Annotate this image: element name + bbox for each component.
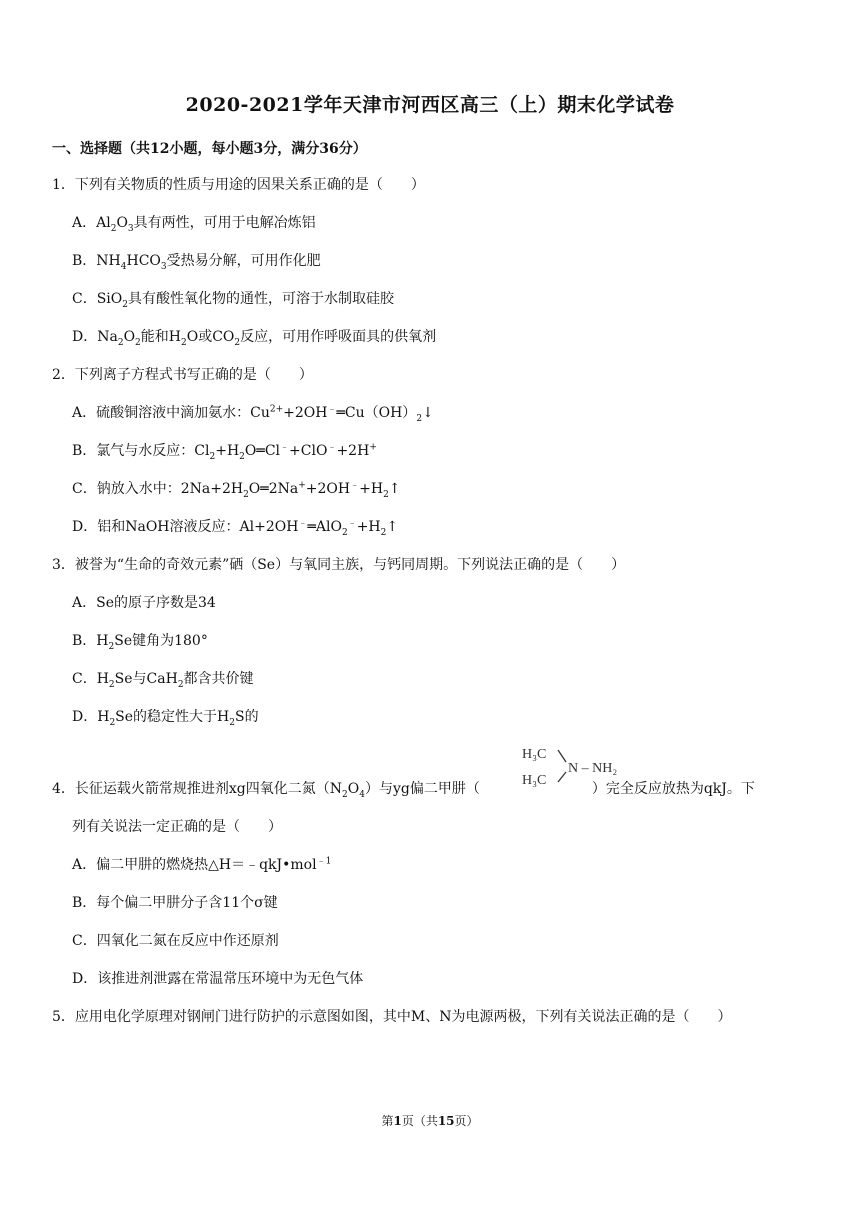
amine-group: N – NH₂ xyxy=(568,761,618,776)
question-1-option-d: D．$Na_2O_2$能和$H_2O$或$CO_2$反应，可用作呼吸面具的供氧剂 xyxy=(72,329,437,348)
question-5-stem: 5．应用电化学原理对钢闸门进行防护的示意图如图，其中M、N为电源两极，下列有关说法正确的是（ ） xyxy=(52,1009,732,1025)
page-title: 2020-2021学年天津市河西区高三（上）期末化学试卷 xyxy=(185,94,675,116)
question-2-option-b: B．氯气与水反应：$Cl_2+H_2O═Cl^﹣+ClO^﹣+2H^+$ xyxy=(72,442,377,462)
question-4-stem: 4．长征运载火箭常规推进剂xg四氧化二氮$(N_2O_4)$与yg偏二甲肼（ ）完全反应放热为qkJ。下 xyxy=(52,781,755,800)
question-3-option-a: A．Se的原子序数是34 xyxy=(72,595,216,611)
question-4-option-c: C．四氧化二氮在反应中作还原剂 xyxy=(72,933,279,949)
question-2-option-a: A．硫酸铜溶液中滴加氨水：$Cu^{2+}+2OH^﹣═Cu(OH)_2↓$ xyxy=(72,404,434,424)
question-3-stem: 3．被誉为“生命的奇效元素”硒（Se）与氧同主族，与钙同周期。下列说法正确的是（ ） xyxy=(52,557,626,573)
methyl-group-2: H₃C xyxy=(522,773,547,788)
question-2-stem: 2．下列离子方程式书写正确的是（ ） xyxy=(52,367,313,383)
question-1-option-a: A．$Al_2O_3$具有两性，可用于电解冶炼铝 xyxy=(72,215,316,234)
methyl-group-1: H₃C xyxy=(522,747,547,762)
question-2-option-c: C．钠放入水中：$2Na+2H_2O═2Na^++2OH^﹣+H_2↑$ xyxy=(72,480,401,500)
question-3-option-c: C．$H_2Se$与CaH$_2$都含共价键 xyxy=(72,671,254,690)
question-4-stem-cont: 列有关说法一定正确的是（ ） xyxy=(72,819,282,835)
question-1-stem: 1．下列有关物质的性质与用途的因果关系正确的是（ ） xyxy=(52,177,425,193)
question-3-option-b: B．$H_2Se$键角为180° xyxy=(72,633,208,652)
question-1-option-c: C．SiO$_2$具有酸性氧化物的通性，可溶于水制取硅胶 xyxy=(72,291,394,310)
question-4-option-a: A．偏二甲肼的燃烧热△H＝﹣qkJ•mol$^{﹣1}$ xyxy=(72,856,332,873)
question-4-option-b: B．每个偏二甲肼分子含11个σ键 xyxy=(72,895,278,911)
question-4-option-d: D．该推进剂泄露在常温常压环境中为无色气体 xyxy=(72,971,364,987)
section-heading: 一、选择题（共12小题，每小题3分，满分36分） xyxy=(52,141,367,157)
question-1-option-b: B．$NH_4HCO_3$受热易分解，可用作化肥 xyxy=(72,253,321,272)
bond-upper xyxy=(558,750,566,762)
question-3-option-d: D．$H_2Se$的稳定性大于$H_2S$的 xyxy=(72,709,259,728)
question-2-option-d: D．铝和NaOH溶液反应：$Al+2OH^﹣═AlO_2^﹣+H_2↑$ xyxy=(72,518,399,538)
page-footer: 第1页（共15页） xyxy=(381,1114,479,1128)
